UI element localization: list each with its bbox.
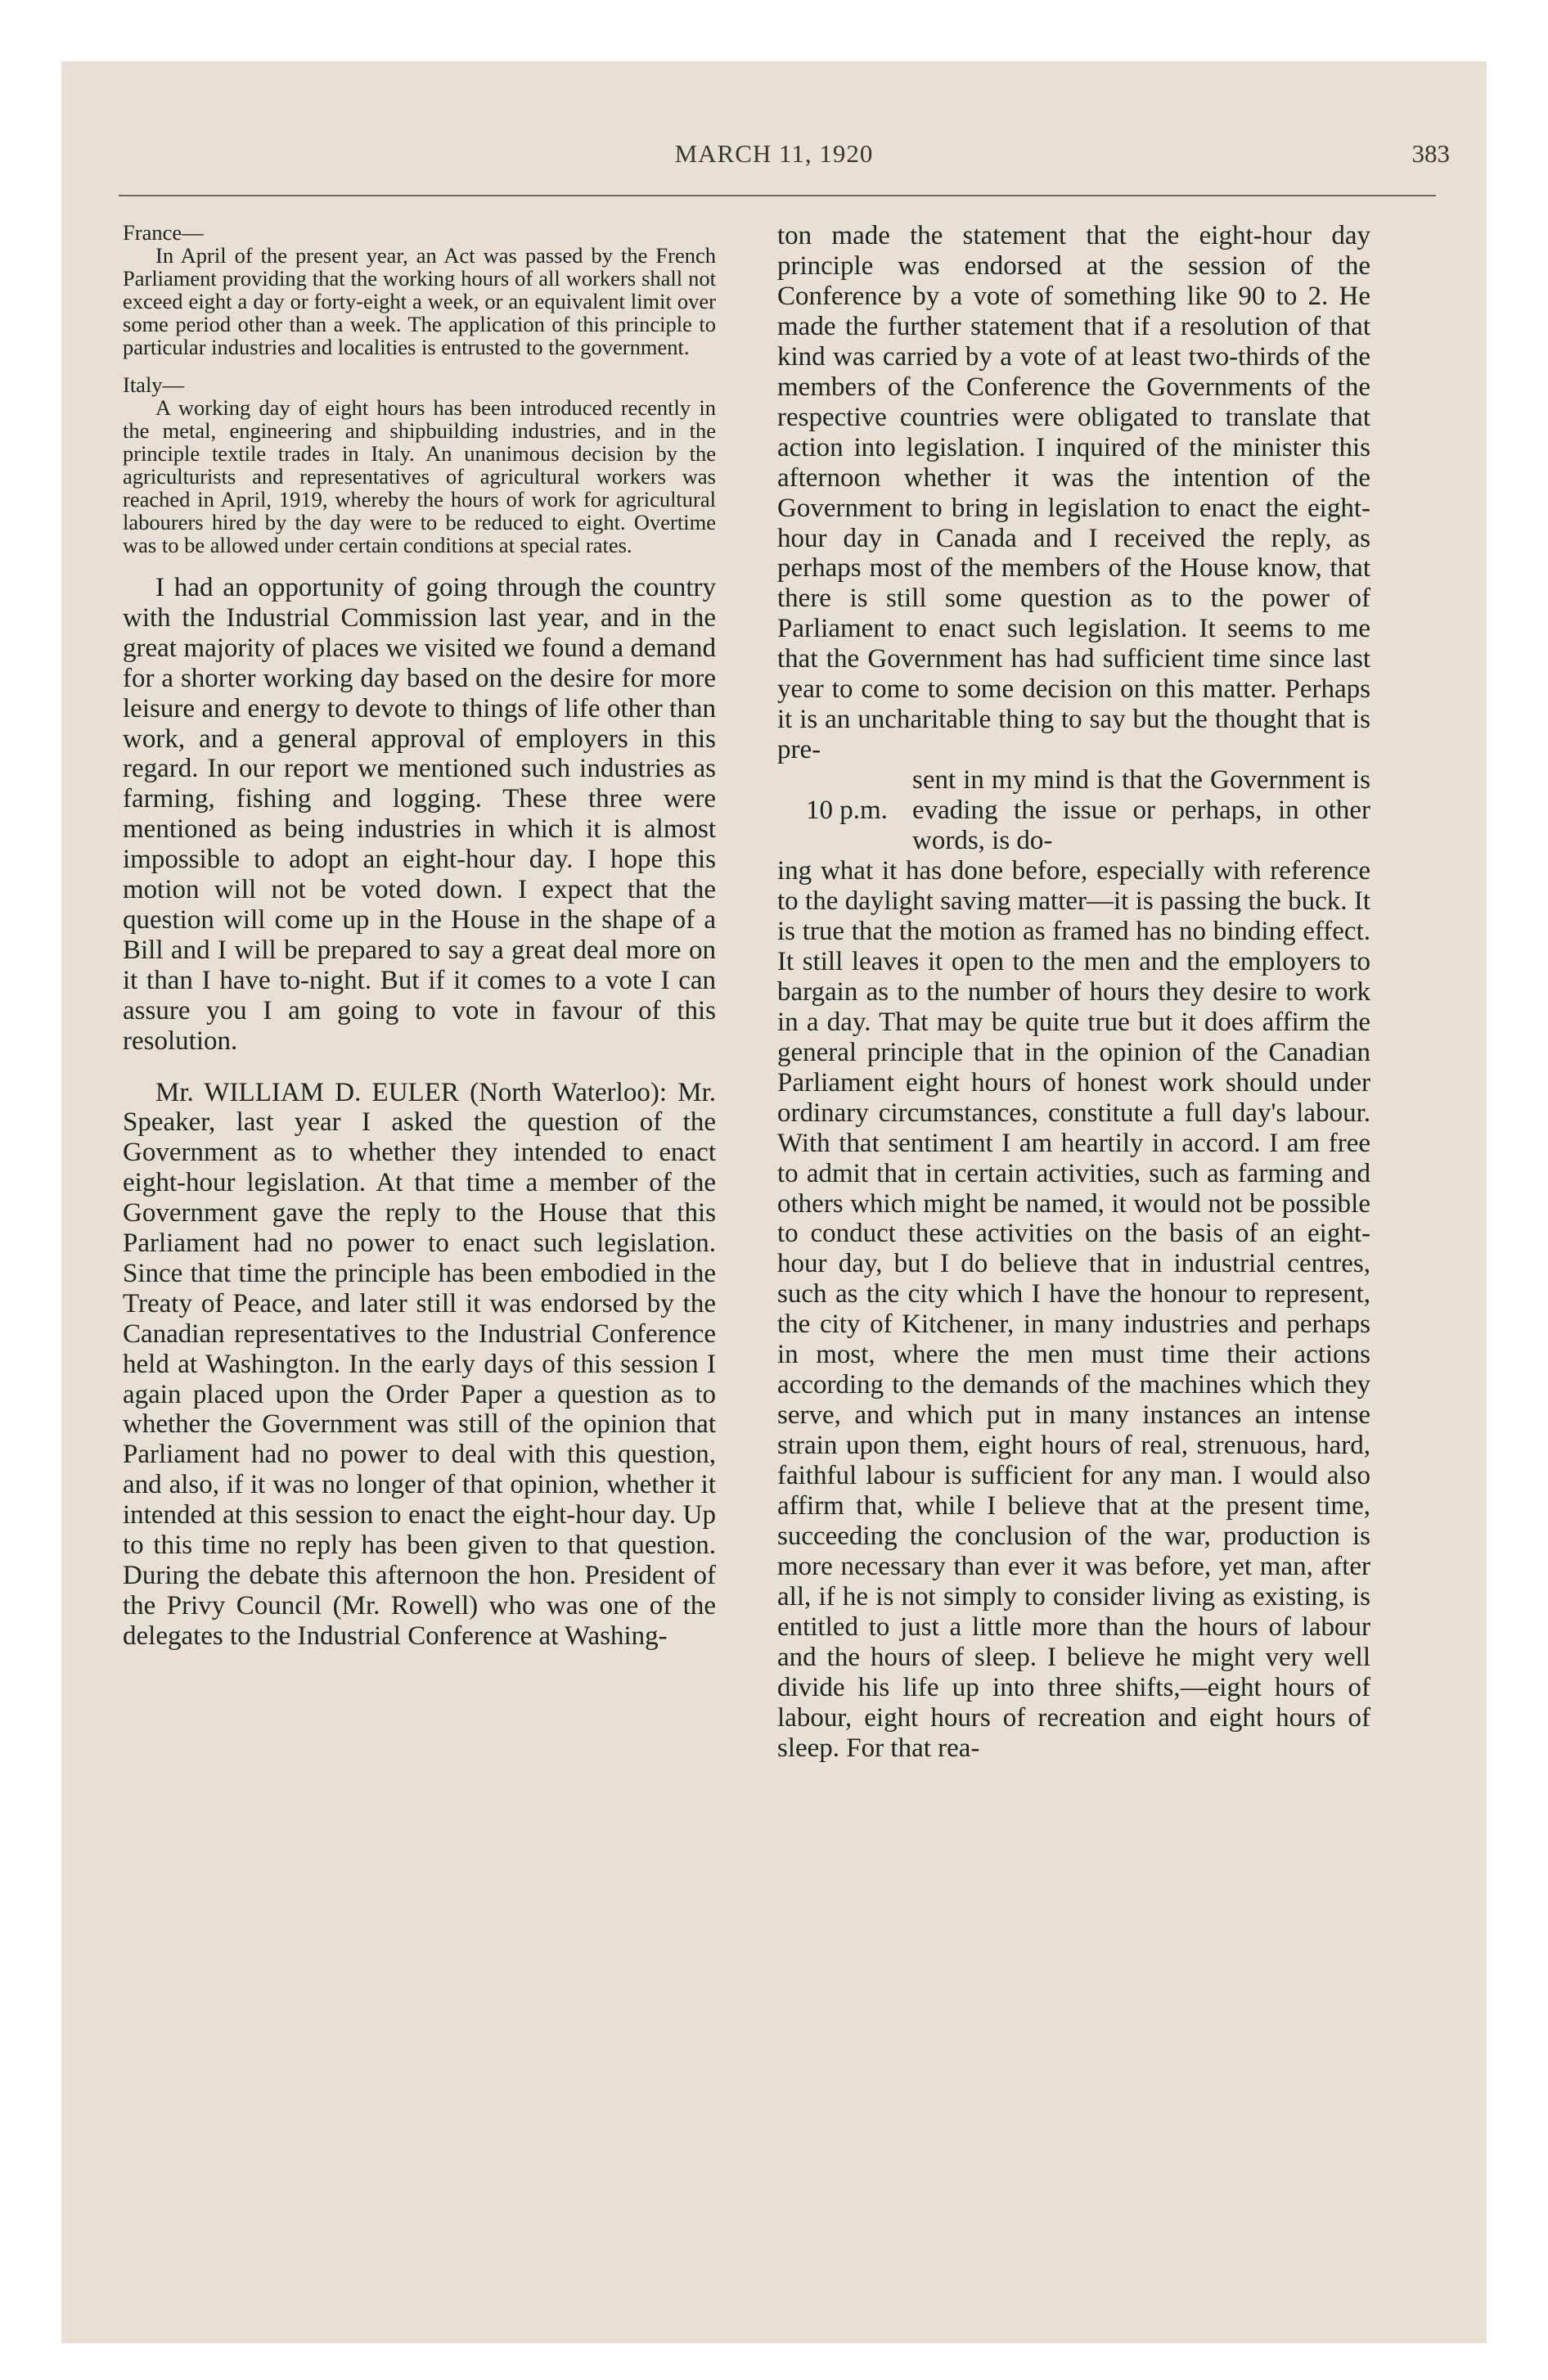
time-marker: 10 p.m. xyxy=(806,796,888,826)
time-marker-block xyxy=(777,765,1370,856)
france-heading: France— xyxy=(123,220,204,245)
header-rule xyxy=(119,195,1436,196)
italy-paragraph: A working day of eight hours has been introduced recently in the metal, engineering and shipbuilding industries, and in the principle textile trades in Italy. An unanimous decision by the agriculturists and representatives of agricultural workers was reached in April, 1919, whereby the hours of work for agricultural labourers hired by the day were to be reduced to eight. Overtime was to be allowed under certain conditions at special rates. xyxy=(123,395,716,557)
page-scan xyxy=(61,61,1487,2343)
header-date: MARCH 11, 1920 xyxy=(674,139,874,168)
right-column xyxy=(777,221,1370,1764)
body-paragraph-top: ton made the statement that the eight-hour day principle was endorsed at the session of the Conference by a vote of something like 90 to 2. He made the further statement that if a resolution of that kind was carried by a vote of at least two-thirds of the members of the Conference the Governments of the respective countries were obligated to translate that action into legislation. I inquired of the minister this afternoon whether it was the intention of the Government to bring in legislation to enact the eight-hour day in Canada and I received the reply, as perhaps most of the members of the House know, that there is still some question as to the power of Parliament to enact such legislation. It seems to me that the Government has had sufficient time since last year to come to some decision on this matter. Perhaps it is an uncharitable thing to say but the thought that is pre- xyxy=(777,221,1370,765)
body-paragraph-1: I had an opportunity of going through the country with the Industrial Commission last year, and in the great majority of places we visited we found a demand for a shorter working day based on the desire for more leisure and energy to devote to things of life other than work, and a general approval of employers in this regard. In our report we mentioned such industries as farming, fishing and logging. These three were mentioned as being industries in which it is almost impossible to adopt an eight-hour day. I hope this motion will not be voted down. I expect that the question will come up in the House in the shape of a Bill and I will be prepared to say a great deal more on it than I have to-night. But if it comes to a vote I can assure you I am going to vote in favour of this resolution. xyxy=(123,573,716,1056)
italy-heading: Italy— xyxy=(123,372,185,397)
body-paragraph-euler: Mr. WILLIAM D. EULER (North Waterloo): Mr. Speaker, last year I asked the question of the Government as to whether they intended to enact eight-hour legislation. At that time a member of the Government gave the reply to the House that this Parliament had no power to enact such legislation. Since that time the principle has been embodied in the Treaty of Peace, and later still it was endorsed by the Canadian representatives to the Industrial Conference held at Washington. In the early days of this session I again placed upon the Order Paper a question as to whether the Government was still of the opinion that Parliament had no power to deal with this question, and also, if it was no longer of that opinion, whether it intended at this session to enact the eight-hour day. Up to this time no reply has been given to that question. During the debate this afternoon the hon. President of the Privy Council (Mr. Rowell) who was one of the delegates to the Industrial Conference at Washing- xyxy=(123,1077,716,1651)
page-number: 383 xyxy=(1411,139,1450,168)
left-column xyxy=(123,221,716,1652)
body-paragraph-bottom: ing what it has done before, especially with reference to the daylight saving matter—it is passing the buck. It is true that the motion as framed has no binding effect. It still leaves it open to the men and the employers to bargain as to the number of hours they desire to work in a day. That may be quite true but it does affirm the general principle that in the opinion of the Canadian Parliament eight hours of honest work should under ordinary circumstances, constitute a full day's labour. With that sentiment I am heartily in accord. I am free to admit that in certain activities, such as farming and others which might be named, it would not be possible to conduct these activities on the basis of an eight-hour day, but I do believe that in industrial centres, such as the city which I have the honour to represent, the city of Kitchener, in many industries and perhaps in most, where the men must time their actions according to the demands of the machines which they serve, and which put in many instances an intense strain upon them, eight hours of real, strenuous, hard, faithful labour is sufficient for any man. I would also affirm that, while I believe that at the present time, succeeding the conclusion of the war, production is more necessary than ever it was before, yet man, after all, if he is not simply to consider living as existing, is entitled to just a little more than the hours of labour and the hours of sleep. I believe he might very well divide his life up into three shifts,—eight hours of labour, eight hours of recreation and eight hours of sleep. For that rea- xyxy=(777,856,1370,1763)
body-paragraph-time: sent in my mind is that the Government is evading the issue or perhaps, in other words, is do- xyxy=(912,765,1370,856)
france-paragraph: In April of the present year, an Act was passed by the French Parliament providing that the working hours of all workers shall not exceed eight a day or forty-eight a week, or an equivalent limit over some period other than a week. The application of this principle to particular industries and localities is entrusted to the government. xyxy=(123,243,716,359)
